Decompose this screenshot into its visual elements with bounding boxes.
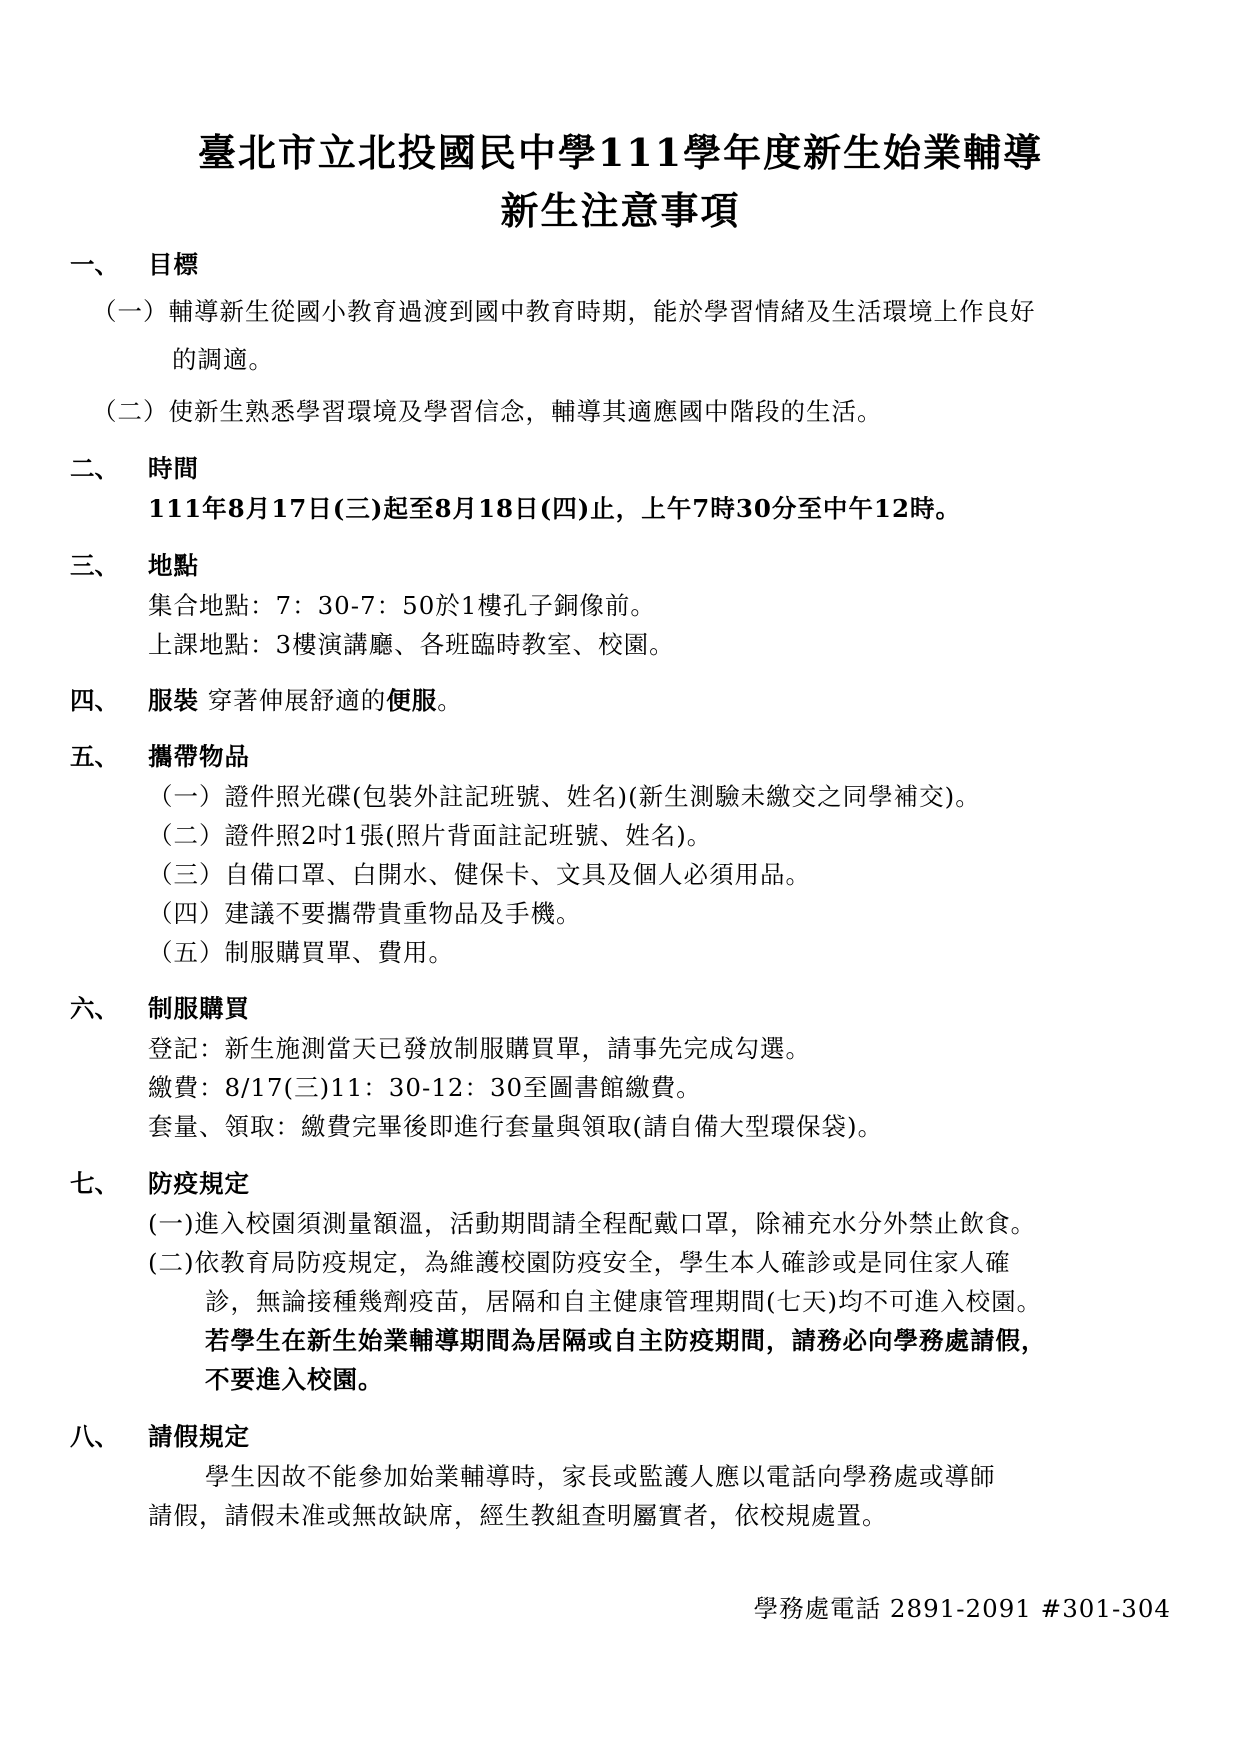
- section-7-line: (二)依教育局防疫規定，為維護校園防疫安全，學生本人確診或是同住家人確: [148, 1248, 1011, 1277]
- section-3-line: 集合地點：7：30-7：50於1樓孔子銅像前。: [148, 591, 656, 620]
- section-8-line: 學生因故不能參加始業輔導時，家長或監護人應以電話向學務處或導師: [205, 1462, 996, 1491]
- section-8-heading: 請假規定: [148, 1422, 250, 1451]
- section-3-heading: 地點: [148, 551, 199, 580]
- section-1-number: 一、: [70, 250, 119, 279]
- section-8-number: 八、: [70, 1422, 119, 1451]
- section-5-item: （五）制服購買單、費用。: [148, 938, 454, 967]
- document-subtitle: 新生注意事項: [500, 188, 741, 233]
- section-5-item: （四）建議不要攜帶貴重物品及手機。: [148, 899, 582, 928]
- section-4-heading: 服裝: [148, 686, 199, 715]
- section-2-number: 二、: [70, 454, 119, 483]
- section-2-text: 111年8月17日(三)起至8月18日(四)止，上午7時30分至中午12時。: [148, 494, 962, 523]
- section-8-line: 請假，請假未准或無故缺席，經生教組查明屬實者，依校規處置。: [148, 1501, 888, 1530]
- section-7-line: 診，無論接種幾劑疫苗，居隔和自主健康管理期間(七天)均不可進入校園。: [205, 1287, 1043, 1316]
- section-6-line: 登記：新生施測當天已發放制服購買單，請事先完成勾選。: [148, 1034, 811, 1063]
- section-5-heading: 攜帶物品: [148, 742, 250, 771]
- section-5-item: （三）自備口罩、白開水、健保卡、文具及個人必須用品。: [148, 860, 811, 889]
- section-6-line: 套量、領取：繳費完畢後即進行套量與領取(請自備大型環保袋)。: [148, 1112, 884, 1141]
- section-3-line: 上課地點：3樓演講廳、各班臨時教室、校園。: [148, 630, 675, 659]
- section-7-warning: 若學生在新生始業輔導期間為居隔或自主防疫期間，請務必向學務處請假，: [205, 1326, 1047, 1355]
- section-7-warning: 不要進入校園。: [205, 1365, 384, 1394]
- section-6-number: 六、: [70, 994, 119, 1023]
- section-6-heading: 制服購買: [148, 994, 250, 1023]
- section-1-item: （二）使新生熟悉學習環境及學習信念，輔導其適應國中階段的生活。: [92, 397, 883, 426]
- section-4-line: [148, 684, 463, 718]
- section-6-line: 繳費：8/17(三)11：30-12：30至圖書館繳費。: [148, 1073, 702, 1102]
- section-7-number: 七、: [70, 1169, 119, 1198]
- section-2-heading: 時間: [148, 454, 199, 483]
- section-1-item: 的調適。: [172, 345, 274, 374]
- office-phone: 學務處電話 2891-2091 #301-304: [753, 1594, 1171, 1623]
- section-1-heading: 目標: [148, 250, 199, 279]
- section-4-text-bold: 便服: [386, 686, 438, 715]
- section-5-item: （二）證件照2吋1張(照片背面註記班號、姓名)。: [148, 821, 713, 850]
- section-5-item: （一）證件照光碟(包裝外註記班號、姓名)(新生測驗未繳交之同學補交)。: [148, 782, 981, 811]
- section-7-line: (一)進入校園須測量額溫，活動期間請全程配戴口罩，除補充水分外禁止飲食。: [148, 1209, 1037, 1238]
- section-4-number: 四、: [70, 686, 119, 715]
- section-3-number: 三、: [70, 551, 119, 580]
- document-title: 臺北市立北投國民中學111學年度新生始業輔導: [197, 130, 1044, 175]
- section-4-text: 穿著伸展舒適的: [207, 686, 387, 715]
- section-4-text-end: 。: [437, 686, 463, 715]
- section-5-number: 五、: [70, 742, 119, 771]
- section-1-item: （一）輔導新生從國小教育過渡到國中教育時期，能於學習情緒及生活環境上作良好: [92, 297, 1036, 326]
- section-7-heading: 防疫規定: [148, 1169, 250, 1198]
